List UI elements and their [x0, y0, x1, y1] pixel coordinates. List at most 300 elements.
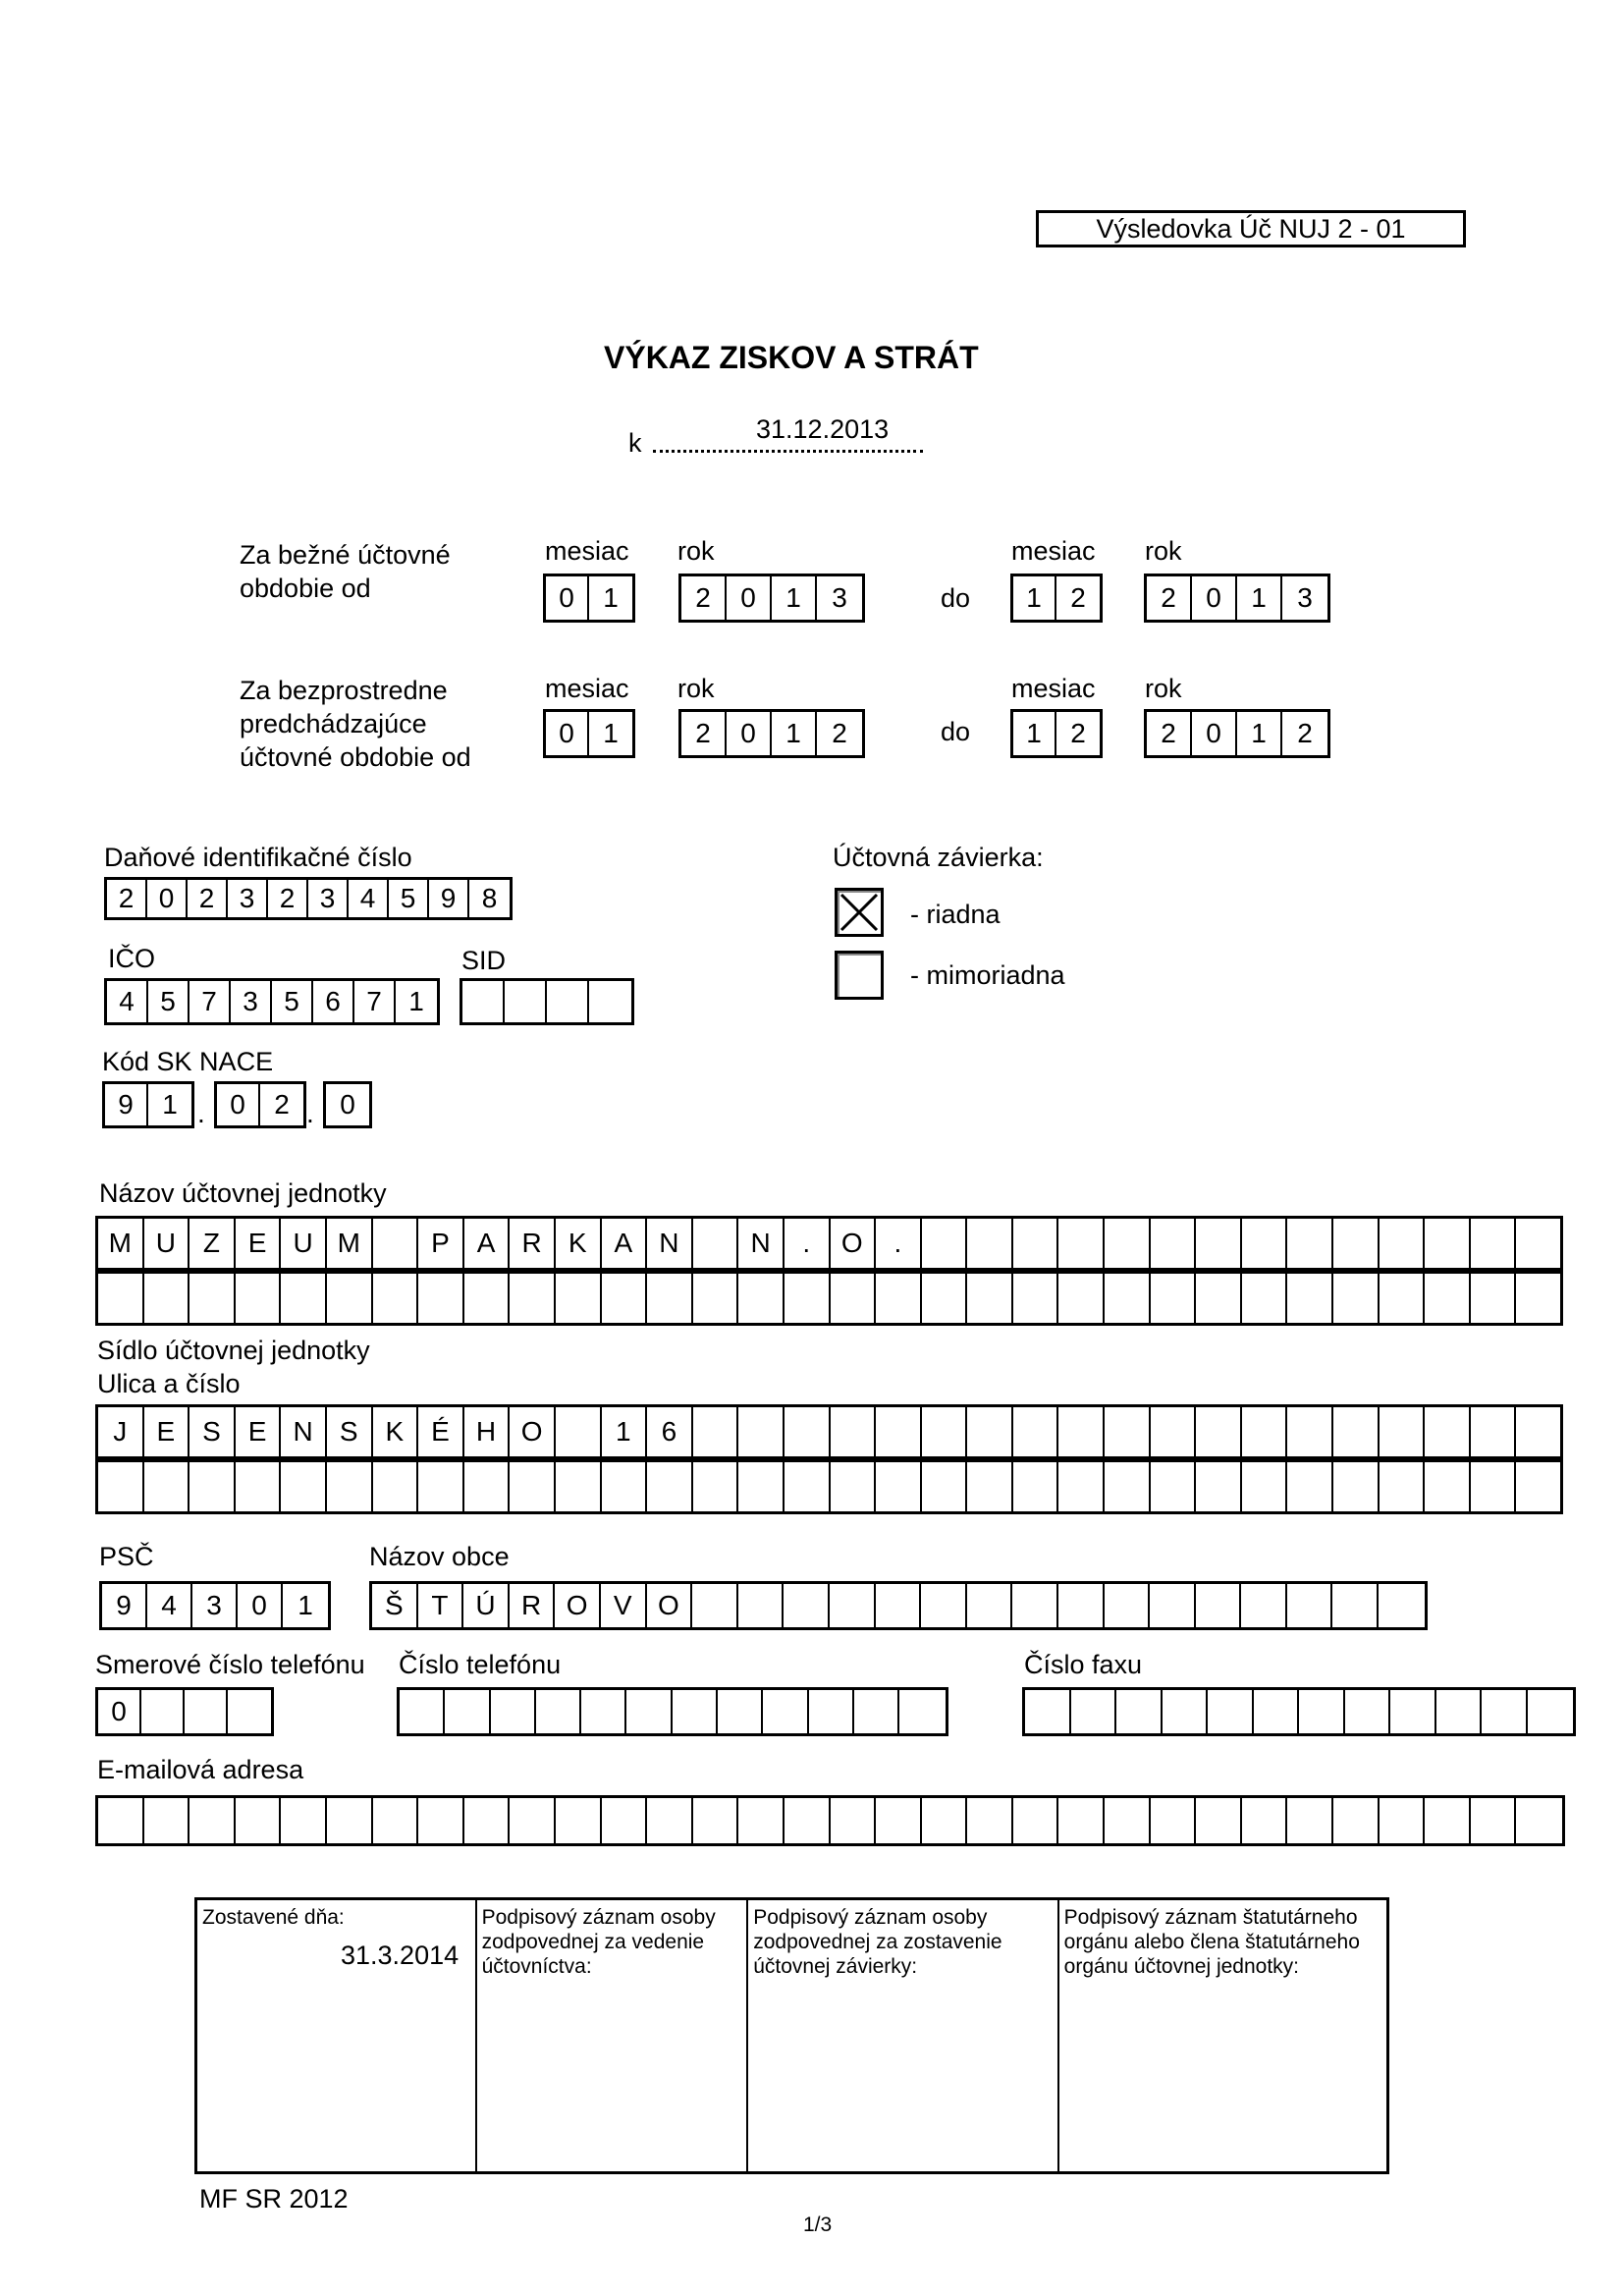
char-cell[interactable]: 8 [481, 883, 498, 913]
char-cell[interactable] [1299, 1690, 1345, 1733]
char-cell[interactable]: 1 [602, 1407, 648, 1456]
char-cell[interactable] [1380, 1407, 1426, 1456]
char-cell[interactable] [1105, 1798, 1151, 1843]
char-cell[interactable] [1425, 1219, 1471, 1268]
period-current-to-year[interactable] [1144, 574, 1330, 623]
char-cell[interactable]: 7 [189, 981, 231, 1022]
char-cell[interactable] [1208, 1690, 1254, 1733]
char-cell[interactable]: 9 [429, 880, 469, 917]
char-cell[interactable]: H [464, 1407, 511, 1456]
char-cell[interactable] [602, 1462, 648, 1511]
char-cell[interactable] [281, 1462, 327, 1511]
char-cell[interactable] [1471, 1462, 1517, 1511]
char-cell[interactable] [1345, 1690, 1391, 1733]
char-cell[interactable] [418, 1798, 464, 1843]
char-cell[interactable]: 2 [107, 880, 147, 917]
char-cell[interactable] [1242, 1462, 1288, 1511]
char-cell[interactable]: U [144, 1219, 190, 1268]
char-cell[interactable] [1151, 1798, 1197, 1843]
char-cell[interactable] [464, 1462, 511, 1511]
char-cell[interactable]: 0 [727, 712, 772, 755]
sid-field[interactable] [460, 978, 634, 1025]
ico-label: IČO [108, 944, 156, 973]
char-cell[interactable] [1390, 1690, 1436, 1733]
char-cell[interactable] [1105, 1274, 1151, 1323]
char-cell[interactable] [738, 1407, 785, 1456]
char-cell[interactable]: 9 [105, 1084, 148, 1125]
char-cell[interactable] [1333, 1462, 1380, 1511]
char-cell[interactable] [1425, 1407, 1471, 1456]
char-cell[interactable] [647, 1274, 693, 1323]
entity-name-row-1[interactable] [98, 1219, 1560, 1268]
char-cell[interactable]: 0 [727, 576, 772, 620]
email-field[interactable] [95, 1795, 1565, 1846]
char-cell[interactable] [876, 1274, 922, 1323]
char-cell[interactable] [831, 1462, 877, 1511]
char-cell[interactable]: 2 [1070, 582, 1086, 613]
char-cell[interactable] [1332, 1584, 1379, 1627]
char-cell[interactable] [831, 1274, 877, 1323]
char-cell[interactable] [1058, 1584, 1105, 1627]
char-cell[interactable]: 3 [192, 1584, 238, 1627]
char-cell[interactable]: 1 [298, 1590, 313, 1620]
char-cell[interactable] [236, 1798, 282, 1843]
char-cell[interactable]: J [98, 1407, 144, 1456]
char-cell[interactable]: É [418, 1407, 464, 1456]
char-cell[interactable]: O [555, 1584, 601, 1627]
char-cell[interactable]: 1 [772, 712, 817, 755]
ico-field[interactable] [104, 978, 440, 1025]
char-cell[interactable] [1380, 1462, 1426, 1511]
char-cell[interactable] [98, 1462, 144, 1511]
char-cell[interactable]: 4 [107, 981, 148, 1022]
char-cell[interactable]: . [876, 1219, 922, 1268]
char-cell[interactable]: . [785, 1219, 831, 1268]
char-cell[interactable]: 0 [147, 880, 188, 917]
char-cell[interactable]: 9 [102, 1584, 147, 1627]
char-cell[interactable] [831, 1407, 877, 1456]
char-cell[interactable] [647, 1798, 693, 1843]
char-cell[interactable] [462, 981, 505, 1022]
char-cell[interactable]: 3 [228, 880, 268, 917]
char-cell[interactable]: S [189, 1407, 236, 1456]
char-cell[interactable] [1196, 1219, 1242, 1268]
entity-name-field[interactable] [95, 1216, 1563, 1326]
char-cell[interactable] [967, 1584, 1013, 1627]
char-cell[interactable]: N [281, 1407, 327, 1456]
char-cell[interactable] [281, 1798, 327, 1843]
char-cell[interactable] [693, 1462, 739, 1511]
char-cell[interactable]: 1 [1237, 576, 1282, 620]
char-cell[interactable]: 2 [274, 1089, 290, 1120]
char-cell[interactable]: V [601, 1584, 647, 1627]
char-cell[interactable] [784, 1584, 830, 1627]
street-row-1[interactable] [98, 1407, 1560, 1456]
char-cell[interactable] [1333, 1407, 1380, 1456]
char-cell[interactable] [1013, 1274, 1059, 1323]
char-cell[interactable] [763, 1690, 808, 1733]
char-cell[interactable] [418, 1462, 464, 1511]
char-cell[interactable] [809, 1690, 854, 1733]
char-cell[interactable]: 0 [238, 1584, 283, 1627]
char-cell[interactable]: O [510, 1407, 556, 1456]
char-cell[interactable]: 3 [231, 981, 272, 1022]
char-cell[interactable] [1287, 1584, 1333, 1627]
char-cell[interactable] [693, 1274, 739, 1323]
char-cell[interactable]: 6 [647, 1407, 693, 1456]
char-cell[interactable] [1482, 1690, 1528, 1733]
char-cell[interactable] [1516, 1462, 1562, 1511]
period-previous-year-label: rok [677, 674, 715, 703]
char-cell[interactable] [1242, 1798, 1288, 1843]
char-cell[interactable] [1151, 1274, 1197, 1323]
char-cell[interactable] [491, 1690, 536, 1733]
char-cell[interactable]: N [647, 1219, 693, 1268]
char-cell[interactable] [1287, 1798, 1333, 1843]
char-cell[interactable]: 2 [188, 880, 228, 917]
char-cell[interactable] [1105, 1584, 1151, 1627]
char-cell[interactable] [967, 1407, 1013, 1456]
signature-statutory[interactable]: Podpisový záznam štatutárneho orgánu alebo člena štatutárneho orgánu účtovnej jednotky: [1063, 1906, 1360, 1979]
street-field[interactable] [95, 1404, 1563, 1514]
char-cell[interactable]: U [281, 1219, 327, 1268]
char-cell[interactable] [922, 1462, 968, 1511]
char-cell[interactable] [1471, 1219, 1517, 1268]
char-cell[interactable] [1471, 1407, 1517, 1456]
char-cell[interactable] [1242, 1219, 1288, 1268]
char-cell[interactable] [785, 1462, 831, 1511]
char-cell[interactable] [718, 1690, 763, 1733]
char-cell[interactable] [327, 1798, 373, 1843]
char-cell[interactable] [1333, 1274, 1380, 1323]
char-cell[interactable] [1105, 1407, 1151, 1456]
char-cell[interactable] [1380, 1798, 1426, 1843]
period-previous-from-month[interactable] [543, 709, 635, 758]
street-row-2[interactable] [98, 1462, 1560, 1511]
char-cell[interactable] [1287, 1407, 1333, 1456]
fax-field[interactable] [1022, 1687, 1576, 1736]
char-cell[interactable]: N [738, 1219, 785, 1268]
char-cell[interactable]: 1 [408, 986, 424, 1016]
char-cell[interactable] [373, 1219, 419, 1268]
char-cell[interactable] [1058, 1274, 1105, 1323]
char-cell[interactable] [1196, 1407, 1242, 1456]
char-cell[interactable] [1012, 1584, 1058, 1627]
period-previous-to-month[interactable] [1010, 709, 1103, 758]
char-cell[interactable]: K [373, 1407, 419, 1456]
char-cell[interactable] [1528, 1690, 1574, 1733]
char-cell[interactable] [922, 1274, 968, 1323]
char-cell[interactable]: 1 [1237, 712, 1282, 755]
char-cell[interactable] [228, 1690, 271, 1733]
char-cell[interactable] [547, 981, 589, 1022]
char-cell[interactable] [373, 1462, 419, 1511]
char-cell[interactable] [1436, 1690, 1483, 1733]
char-cell[interactable] [738, 1462, 785, 1511]
char-cell[interactable] [876, 1407, 922, 1456]
char-cell[interactable] [899, 1690, 945, 1733]
char-cell[interactable]: M [98, 1219, 144, 1268]
char-cell[interactable] [185, 1690, 228, 1733]
char-cell[interactable] [1242, 1274, 1288, 1323]
entity-name-row-2[interactable] [98, 1274, 1560, 1323]
char-cell[interactable]: 2 [1297, 718, 1313, 748]
char-cell[interactable] [922, 1219, 968, 1268]
char-cell[interactable] [464, 1798, 511, 1843]
town-field[interactable] [369, 1581, 1428, 1630]
char-cell[interactable]: R [510, 1584, 556, 1627]
char-cell[interactable] [1105, 1219, 1151, 1268]
char-cell[interactable]: 5 [389, 880, 429, 917]
char-cell[interactable]: 2 [681, 576, 727, 620]
char-cell[interactable]: Š [372, 1584, 418, 1627]
char-cell[interactable] [1516, 1274, 1562, 1323]
char-cell[interactable]: 5 [272, 981, 313, 1022]
char-cell[interactable] [581, 1690, 626, 1733]
char-cell[interactable]: 5 [148, 981, 189, 1022]
char-cell[interactable] [1333, 1219, 1380, 1268]
char-cell[interactable] [1242, 1407, 1288, 1456]
char-cell[interactable] [189, 1274, 236, 1323]
char-cell[interactable]: A [464, 1219, 511, 1268]
phone-prefix-field[interactable] [95, 1687, 274, 1736]
char-cell[interactable] [921, 1584, 967, 1627]
char-cell[interactable] [418, 1274, 464, 1323]
period-current-from-year[interactable] [678, 574, 865, 623]
char-cell[interactable] [98, 1798, 144, 1843]
char-cell[interactable] [1287, 1462, 1333, 1511]
char-cell[interactable]: E [144, 1407, 190, 1456]
char-cell[interactable] [854, 1690, 899, 1733]
char-cell[interactable]: 1 [603, 718, 619, 748]
char-cell[interactable] [1287, 1219, 1333, 1268]
char-cell[interactable] [1425, 1462, 1471, 1511]
char-cell[interactable] [738, 1798, 785, 1843]
char-cell[interactable]: P [418, 1219, 464, 1268]
char-cell[interactable] [1013, 1798, 1059, 1843]
char-cell[interactable] [1516, 1407, 1562, 1456]
char-cell[interactable] [1196, 1798, 1242, 1843]
char-cell[interactable] [510, 1274, 556, 1323]
char-cell[interactable] [1116, 1690, 1163, 1733]
char-cell[interactable]: 2 [1070, 718, 1086, 748]
char-cell[interactable] [281, 1274, 327, 1323]
closure-extraordinary-checkbox[interactable] [835, 951, 884, 1000]
char-cell[interactable]: T [418, 1584, 464, 1627]
char-cell[interactable] [1516, 1798, 1562, 1843]
signature-statement[interactable]: Podpisový záznam osoby zodpovednej za zostavenie účtovnej závierky: [748, 1900, 1058, 2171]
char-cell[interactable] [738, 1584, 785, 1627]
char-cell[interactable] [1471, 1798, 1517, 1843]
char-cell[interactable]: 3 [308, 880, 349, 917]
char-cell[interactable] [1105, 1462, 1151, 1511]
char-cell[interactable] [556, 1798, 602, 1843]
char-cell[interactable] [144, 1798, 190, 1843]
char-cell[interactable]: 1 [772, 576, 817, 620]
char-cell[interactable] [922, 1798, 968, 1843]
char-cell[interactable]: 0 [1192, 712, 1237, 755]
char-cell[interactable] [589, 981, 631, 1022]
char-cell[interactable] [98, 1274, 144, 1323]
char-cell[interactable] [1425, 1798, 1471, 1843]
char-cell[interactable]: 0 [217, 1084, 260, 1125]
char-cell[interactable] [602, 1274, 648, 1323]
char-cell[interactable] [1380, 1274, 1426, 1323]
char-cell[interactable] [1163, 1690, 1209, 1733]
char-cell[interactable] [967, 1219, 1013, 1268]
char-cell[interactable] [1151, 1462, 1197, 1511]
char-cell[interactable]: 0 [340, 1089, 355, 1120]
char-cell[interactable]: 4 [147, 1584, 192, 1627]
char-cell[interactable] [556, 1407, 602, 1456]
char-cell[interactable] [556, 1274, 602, 1323]
char-cell[interactable] [1333, 1798, 1380, 1843]
char-cell[interactable]: S [327, 1407, 373, 1456]
char-cell[interactable]: 3 [832, 582, 847, 613]
char-cell[interactable] [1058, 1407, 1105, 1456]
char-cell[interactable] [1254, 1690, 1300, 1733]
char-cell[interactable] [536, 1690, 581, 1733]
char-cell[interactable]: 7 [354, 981, 396, 1022]
dic-field[interactable] [104, 877, 513, 920]
char-cell[interactable]: 2 [268, 880, 308, 917]
char-cell[interactable]: O [647, 1584, 693, 1627]
char-cell[interactable]: 0 [546, 712, 589, 755]
char-cell[interactable]: 6 [313, 981, 354, 1022]
char-cell[interactable] [445, 1690, 490, 1733]
char-cell[interactable] [1058, 1798, 1105, 1843]
closure-regular-checkbox[interactable] [835, 888, 884, 937]
char-cell[interactable] [510, 1798, 556, 1843]
char-cell[interactable]: M [327, 1219, 373, 1268]
char-cell[interactable]: 2 [1147, 712, 1192, 755]
char-cell[interactable]: 3 [1297, 582, 1313, 613]
char-cell[interactable]: 1 [1013, 576, 1056, 620]
phone-field[interactable] [397, 1687, 948, 1736]
char-cell[interactable] [1516, 1219, 1562, 1268]
char-cell[interactable] [1058, 1219, 1105, 1268]
char-cell[interactable] [327, 1274, 373, 1323]
char-cell[interactable] [464, 1274, 511, 1323]
char-cell[interactable]: O [831, 1219, 877, 1268]
char-cell[interactable] [1151, 1407, 1197, 1456]
char-cell[interactable] [876, 1584, 922, 1627]
nace-field-3[interactable] [323, 1081, 372, 1128]
signature-accounting[interactable]: Podpisový záznam osoby zodpovednej za vedenie účtovníctva: [477, 1900, 749, 2171]
char-cell[interactable] [1150, 1584, 1196, 1627]
char-cell[interactable] [1013, 1219, 1059, 1268]
char-cell[interactable] [1013, 1407, 1059, 1456]
char-cell[interactable] [1196, 1462, 1242, 1511]
char-cell[interactable] [1058, 1462, 1105, 1511]
char-cell[interactable] [785, 1274, 831, 1323]
char-cell[interactable]: 2 [681, 712, 727, 755]
char-cell[interactable] [1196, 1274, 1242, 1323]
char-cell[interactable] [922, 1407, 968, 1456]
char-cell[interactable]: K [556, 1219, 602, 1268]
period-current-to-month[interactable] [1010, 574, 1103, 623]
char-cell[interactable] [876, 1798, 922, 1843]
char-cell[interactable] [647, 1462, 693, 1511]
char-cell[interactable]: 1 [1013, 712, 1056, 755]
char-cell[interactable] [738, 1274, 785, 1323]
nace-field-2[interactable] [214, 1081, 306, 1128]
char-cell[interactable] [510, 1462, 556, 1511]
char-cell[interactable] [693, 1798, 739, 1843]
char-cell[interactable]: R [510, 1219, 556, 1268]
char-cell[interactable]: 0 [98, 1690, 141, 1733]
char-cell[interactable]: 1 [162, 1089, 178, 1120]
char-cell[interactable] [144, 1274, 190, 1323]
char-cell[interactable]: E [236, 1219, 282, 1268]
char-cell[interactable] [505, 981, 547, 1022]
char-cell[interactable] [400, 1690, 445, 1733]
char-cell[interactable] [373, 1274, 419, 1323]
char-cell[interactable] [693, 1407, 739, 1456]
period-previous-from-year[interactable] [678, 709, 865, 758]
period-previous-to-year[interactable] [1144, 709, 1330, 758]
char-cell[interactable]: 2 [1147, 576, 1192, 620]
period-current-from-month[interactable] [543, 574, 635, 623]
char-cell[interactable] [373, 1798, 419, 1843]
char-cell[interactable] [141, 1690, 185, 1733]
char-cell[interactable]: 1 [603, 582, 619, 613]
char-cell[interactable] [692, 1584, 738, 1627]
char-cell[interactable] [189, 1798, 236, 1843]
char-cell[interactable] [144, 1462, 190, 1511]
char-cell[interactable] [1425, 1274, 1471, 1323]
psc-field[interactable] [99, 1581, 331, 1630]
char-cell[interactable] [602, 1798, 648, 1843]
char-cell[interactable]: Z [189, 1219, 236, 1268]
char-cell[interactable] [876, 1462, 922, 1511]
char-cell[interactable] [236, 1462, 282, 1511]
char-cell[interactable] [967, 1274, 1013, 1323]
nace-field-1[interactable] [102, 1081, 194, 1128]
char-cell[interactable]: A [602, 1219, 648, 1268]
char-cell[interactable] [1151, 1219, 1197, 1268]
char-cell[interactable] [831, 1798, 877, 1843]
char-cell[interactable]: E [236, 1407, 282, 1456]
char-cell[interactable] [967, 1798, 1013, 1843]
char-cell[interactable] [1287, 1274, 1333, 1323]
char-cell[interactable] [189, 1462, 236, 1511]
char-cell[interactable] [1379, 1584, 1425, 1627]
char-cell[interactable] [1071, 1690, 1117, 1733]
char-cell[interactable] [785, 1407, 831, 1456]
char-cell[interactable] [1196, 1584, 1242, 1627]
char-cell[interactable]: Ú [463, 1584, 510, 1627]
char-cell[interactable] [785, 1798, 831, 1843]
char-cell[interactable] [830, 1584, 876, 1627]
char-cell[interactable] [967, 1462, 1013, 1511]
char-cell[interactable]: 4 [349, 880, 389, 917]
char-cell[interactable] [1380, 1219, 1426, 1268]
char-cell[interactable] [236, 1274, 282, 1323]
char-cell[interactable]: 0 [546, 576, 589, 620]
char-cell[interactable]: 2 [832, 718, 847, 748]
char-cell[interactable] [1013, 1462, 1059, 1511]
char-cell[interactable] [693, 1219, 739, 1268]
char-cell[interactable] [1241, 1584, 1287, 1627]
char-cell[interactable] [673, 1690, 718, 1733]
char-cell[interactable] [1025, 1690, 1071, 1733]
char-cell[interactable] [556, 1462, 602, 1511]
char-cell[interactable] [327, 1462, 373, 1511]
char-cell[interactable]: 0 [1192, 576, 1237, 620]
char-cell[interactable] [1471, 1274, 1517, 1323]
char-cell[interactable] [626, 1690, 672, 1733]
